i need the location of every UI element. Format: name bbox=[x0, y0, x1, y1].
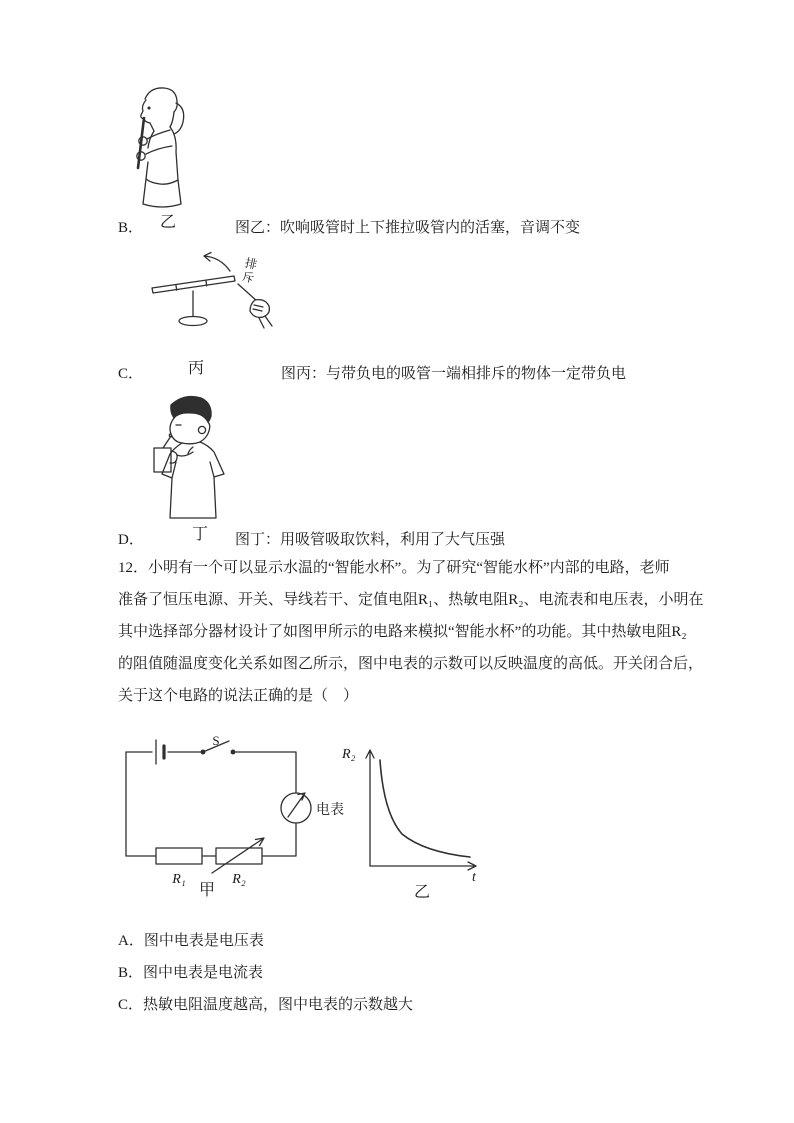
option-d-letter: D． bbox=[118, 532, 144, 548]
repel-arrow bbox=[204, 253, 230, 272]
figure-bing-straw-on-stand bbox=[146, 250, 282, 342]
figure-yi-person-blowing-straw bbox=[124, 84, 200, 214]
graph-y-label: R₂ bbox=[342, 747, 356, 762]
figure-ding-caption: 丁 bbox=[192, 526, 209, 543]
question-12-line-5: 关于这个电路的说法正确的是（ ） bbox=[118, 688, 359, 704]
figure-jia-circuit-diagram bbox=[112, 733, 344, 888]
question-12-line-3: 其中选择部分器材设计了如图甲所示的电路来模拟“智能水杯”的功能。其中热敏电阻R₂ bbox=[118, 624, 687, 640]
option-d-text: 图丁：用吸管吸取饮料，利用了大气压强 bbox=[235, 532, 506, 548]
ear bbox=[198, 426, 205, 433]
x-axis bbox=[370, 862, 476, 870]
resistor-r1-label: R₁ bbox=[172, 872, 186, 887]
sleeve-seams bbox=[172, 462, 214, 478]
y-axis bbox=[366, 750, 374, 866]
lower-arm bbox=[146, 146, 172, 154]
option-c-letter: C． bbox=[118, 366, 144, 382]
question-12-line-2: 准备了恒压电源、开关、导线若干、定值电阻R₁、热敏电阻R₂、电流表和电压表，小明在 bbox=[118, 592, 704, 608]
question-12-line-4: 的阻值随温度变化关系如图乙所示，图中电表的示数可以反映温度的高低。开关闭合后， bbox=[118, 656, 704, 672]
resistor-r1-box bbox=[156, 848, 202, 864]
question-12-line-1: 12．小明有一个可以显示水温的“智能水杯”。为了研究“智能水杯”内部的电路，老师 bbox=[118, 560, 670, 576]
face-profile bbox=[141, 100, 150, 123]
option-c-text: 图丙：与带负电的吸管一端相排斥的物体一定带负电 bbox=[281, 366, 627, 382]
q12-option-b-text: 图中电表是电流表 bbox=[143, 965, 264, 981]
figure-bing-caption: 丙 bbox=[188, 360, 205, 377]
switch-label: S bbox=[212, 733, 220, 748]
q12-option-a-letter: A． bbox=[118, 933, 144, 949]
hair bbox=[171, 397, 211, 422]
straw bbox=[152, 276, 235, 293]
head bbox=[170, 418, 210, 444]
stand-base bbox=[179, 317, 207, 326]
eye bbox=[148, 107, 150, 109]
figure-yi-caption: 乙 bbox=[160, 214, 177, 231]
straw bbox=[163, 436, 171, 448]
q12-option-b-letter: B． bbox=[118, 965, 144, 981]
q12-option-a-text: 图中电表是电压表 bbox=[143, 933, 264, 949]
repel-annotation: 排斥 bbox=[239, 255, 259, 287]
q12-option-a bbox=[118, 925, 688, 957]
graph-x-label: t bbox=[472, 870, 476, 885]
torso-left bbox=[148, 131, 154, 148]
q12-option-c-text: 热敏电阻温度越高，图中电表的示数越大 bbox=[143, 997, 414, 1013]
straw-stripe bbox=[176, 286, 177, 291]
straw-stripe bbox=[206, 281, 207, 286]
lower-body bbox=[143, 179, 181, 207]
option-b-text: 图乙：吹响吸管时上下推拉吸管内的活塞，音调不变 bbox=[235, 220, 581, 236]
q12-option-c-letter: C． bbox=[118, 997, 144, 1013]
question-12-options bbox=[118, 925, 688, 1021]
circuit-wires bbox=[126, 752, 296, 856]
switch-contact-right bbox=[231, 750, 235, 754]
meter-circle bbox=[281, 793, 311, 823]
q12-option-b bbox=[118, 957, 688, 989]
graph-caption: 乙 bbox=[414, 884, 431, 901]
circuit-caption: 甲 bbox=[199, 882, 216, 899]
raised-arm bbox=[177, 452, 193, 456]
resistor-r2-label: R₂ bbox=[232, 872, 246, 887]
charged-rod bbox=[238, 284, 258, 302]
option-b-letter: B． bbox=[118, 220, 144, 236]
figure-ding-boy-drinking bbox=[146, 390, 238, 525]
ponytail bbox=[174, 103, 184, 134]
resistor-r2-box bbox=[216, 848, 262, 864]
q12-option-c bbox=[118, 989, 688, 1021]
cup bbox=[154, 448, 171, 472]
decreasing-curve bbox=[380, 760, 470, 857]
meter-label: 电表 bbox=[316, 803, 344, 818]
question-12-paragraph bbox=[118, 552, 704, 712]
figure-yi-resistance-temperature-graph bbox=[336, 734, 490, 884]
